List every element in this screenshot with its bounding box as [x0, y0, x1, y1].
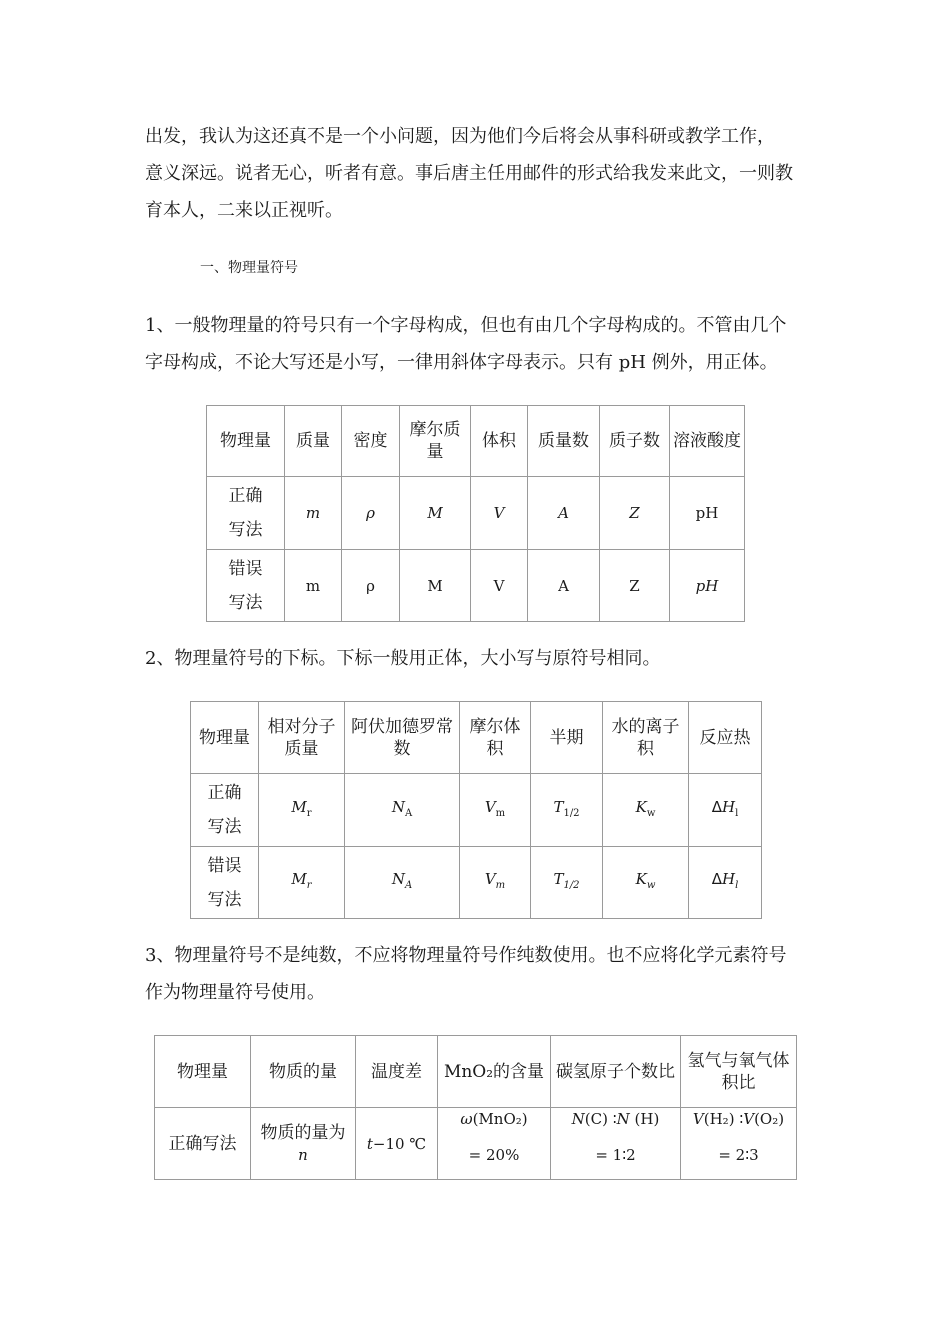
table1-cell: M	[400, 550, 471, 622]
table2-wrong-row	[191, 847, 762, 919]
table2-cell: $K_w$	[603, 774, 689, 847]
table1-header-cell: 密度	[342, 406, 400, 477]
table3-header-row	[155, 1036, 797, 1108]
table1-cell: m	[285, 550, 342, 622]
table2-cell: $T_{1/2}$	[531, 774, 603, 847]
table-pure-number-usage	[154, 1035, 797, 1180]
table-symbol-style	[206, 405, 745, 622]
table1-header-cell: 质量	[285, 406, 342, 477]
table1-cell: M	[400, 477, 471, 550]
table3-row-label: 正确写法	[155, 1108, 251, 1180]
table3-cell: N(C) ∶N (H) = 1∶2	[551, 1108, 681, 1180]
table1-cell: Z	[600, 477, 670, 550]
table2-cell: $T_{1/2}$	[531, 847, 603, 919]
table2-cell: $\Delta H_l$	[689, 847, 762, 919]
table1-cell: m	[285, 477, 342, 550]
item1-line-1: 1、一般物理量的符号只有一个字母构成，但也有由几个字母构成的。不管由几个	[145, 315, 787, 336]
item2-paragraph: 2、物理量符号的下标。下标一般用正体，大小写与原符号相同。	[145, 648, 661, 669]
table1-cell: Z	[600, 550, 670, 622]
table3-header-cell: 碳氢原子个数比	[551, 1036, 681, 1108]
table1-header-cell: 体积	[471, 406, 528, 477]
table3-cell: t−10 ℃	[356, 1108, 438, 1180]
table2-correct-row	[191, 774, 762, 847]
intro-line-1: 出发，我认为这还真不是一个小问题，因为他们今后将会从事科研或教学工作，	[145, 126, 775, 147]
intro-line-3: 育本人，二来以正视听。	[145, 200, 343, 221]
table3-header-cell: MnO₂的含量	[438, 1036, 551, 1108]
table2-cell: $K_w$	[603, 847, 689, 919]
table3-header-cell: 物质的量	[251, 1036, 356, 1108]
table2-cell: $N_A$	[345, 774, 460, 847]
table2-header-cell: 相对分子质量	[259, 702, 345, 774]
table1-cell: pH	[670, 477, 745, 550]
table3-header-cell: 温度差	[356, 1036, 438, 1108]
table1-cell: V	[471, 550, 528, 622]
item1-paragraph	[145, 307, 813, 381]
table1-cell: pH	[670, 550, 745, 622]
section-heading: 一、物理量符号	[200, 260, 298, 276]
table2-cell: $M_r$	[259, 847, 345, 919]
table2-header-cell: 水的离子积	[603, 702, 689, 774]
table1-cell: ρ	[342, 477, 400, 550]
table1-header-cell: 质量数	[528, 406, 600, 477]
table2-header-cell: 半期	[531, 702, 603, 774]
table2-cell: $N_A$	[345, 847, 460, 919]
table1-header-cell: 摩尔质量	[400, 406, 471, 477]
table3-cell: V(H₂) ∶V(O₂) = 2∶3	[681, 1108, 797, 1180]
table3-cell: ω(MnO₂) = 20%	[438, 1108, 551, 1180]
table-subscript-style	[190, 701, 762, 919]
table2-header-cell: 阿伏加德罗常数	[345, 702, 460, 774]
table2-header-cell: 摩尔体积	[460, 702, 531, 774]
item3-paragraph	[145, 937, 813, 1011]
intro-paragraph	[145, 118, 813, 229]
table2-row-label: 正确 写法	[191, 774, 259, 847]
table3-header-cell: 物理量	[155, 1036, 251, 1108]
table1-wrong-row	[207, 550, 745, 622]
table1-row-label: 正确 写法	[207, 477, 285, 550]
table1-cell: A	[528, 550, 600, 622]
table1-header-cell: 质子数	[600, 406, 670, 477]
item3-line-1: 3、物理量符号不是纯数，不应将物理量符号作纯数使用。也不应将化学元素符号	[145, 945, 787, 966]
intro-line-2: 意义深远。说者无心，听者有意。事后唐主任用邮件的形式给我发来此文，一则教	[145, 163, 793, 184]
table1-row-label: 错误 写法	[207, 550, 285, 622]
item3-line-2: 作为物理量符号使用。	[145, 982, 325, 1003]
table1-cell: ρ	[342, 550, 400, 622]
table2-cell: $V_m$	[460, 774, 531, 847]
table3-cell: 物质的量为 n	[251, 1108, 356, 1180]
table1-header-cell: 物理量	[207, 406, 285, 477]
table1-header-row	[207, 406, 745, 477]
table2-cell: $\Delta H_l$	[689, 774, 762, 847]
table2-cell: $V_m$	[460, 847, 531, 919]
table2-header-cell: 物理量	[191, 702, 259, 774]
table2-header-cell: 反应热	[689, 702, 762, 774]
table2-row-label: 错误 写法	[191, 847, 259, 919]
table1-correct-row	[207, 477, 745, 550]
table2-cell: $M_r$	[259, 774, 345, 847]
table1-cell: V	[471, 477, 528, 550]
table2-header-row	[191, 702, 762, 774]
table1-cell: A	[528, 477, 600, 550]
item1-line-2: 字母构成，不论大写还是小写，一律用斜体字母表示。只有 pH 例外，用正体。	[145, 352, 778, 373]
table3-correct-row	[155, 1108, 797, 1180]
table3-header-cell: 氢气与氧气体积比	[681, 1036, 797, 1108]
table1-header-cell: 溶液酸度	[670, 406, 745, 477]
